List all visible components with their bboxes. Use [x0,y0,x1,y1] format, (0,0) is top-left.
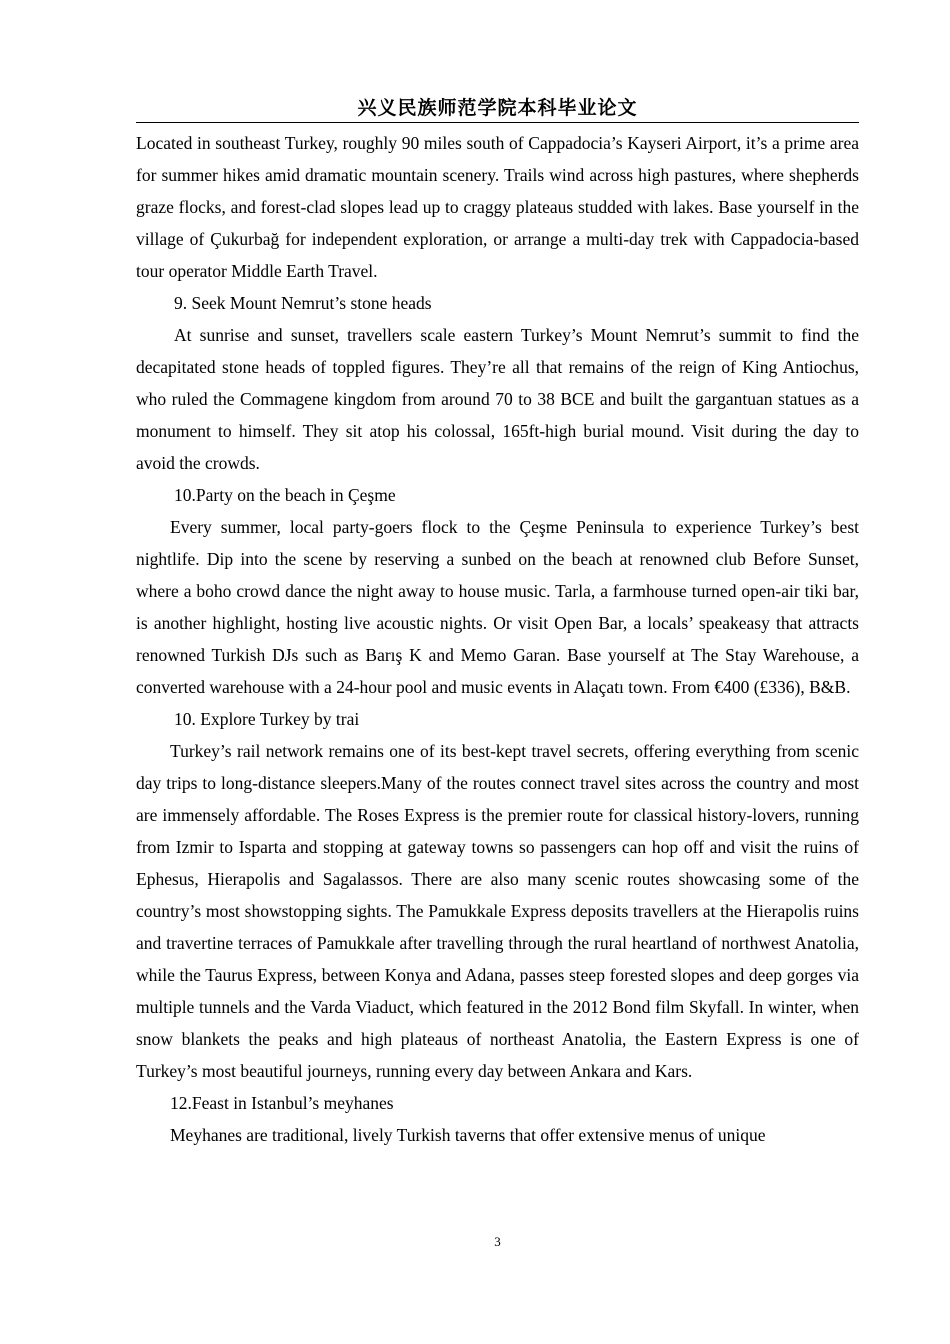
section-heading-mount-nemrut: 9. Seek Mount Nemrut’s stone heads [174,293,432,313]
section-heading-turkey-by-train: 10. Explore Turkey by trai [174,709,360,729]
header-divider [136,122,859,123]
paragraph-turkey-by-train: Turkey’s rail network remains one of its best-kept travel secrets, offering everything from scenic day trips to long-distance sleepers.Many of the routes connect travel sites across the country and most are immensely affordable. The Roses Express is the premier route for classical history-lovers, running from Izmir to Isparta and stopping at gateway towns so passengers can hop off and visit the ruins of Ephesus, Hierapolis and Sagalassos. There are also many scenic routes showcasing some of the country’s most showstopping sights. The Pamukkale Express deposits travellers at the Hierapolis ruins and travertine terraces of Pamukkale after travelling through the rural heartland of northwest Anatolia, while the Taurus Express, between Konya and Adana, passes steep forested slopes and deep gorges via multiple tunnels and the Varda Viaduct, which featured in the 2012 Bond film Skyfall. In winter, when snow blankets the peaks and high plateaus of northeast Anatolia, the Eastern Express is one of Turkey’s most beautiful journeys, running every day between Ankara and Kars. [136,741,859,1081]
paragraph-cesme-beach: Every summer, local party-goers flock to the Çeşme Peninsula to experience Turkey’s best nightlife. Dip into the scene by reserving a sunbed on the beach at renowned club Before Sunset, where a boho crowd dance the night away to house music. Tarla, a farmhouse turned open-air tiki bar, is another highlight, hosting live acoustic nights. Or visit Open Bar, a locals’ speakeasy that attracts renowned Turkish DJs such as Barış K and Memo Garan. Base yourself at The Stay Warehouse, a converted warehouse with a 24-hour pool and music events in Alaçatı town. From €400 (£336), B&B. [136,517,859,697]
section-heading-istanbul-meyhanes: 12.Feast in Istanbul’s meyhanes [170,1093,394,1113]
paragraph-istanbul-meyhanes: Meyhanes are traditional, lively Turkish taverns that offer extensive menus of unique [170,1125,766,1145]
body-text [136,127,859,1151]
page-number: 3 [494,1234,501,1249]
page-header-title: 兴义民族师范学院本科毕业论文 [357,97,638,119]
paragraph-intro: Located in southeast Turkey, roughly 90 miles south of Cappadocia’s Kayseri Airport, it’s a prime area for summer hikes amid dramatic mountain scenery. Trails wind across high pastures, where shepherds graze flocks, and forest-clad slopes lead up to craggy plateaus studded with lakes. Base yourself in the village of Çukurbağ for independent exploration, or arrange a multi-day trek with Cappadocia-based tour operator Middle Earth Travel. [136,133,859,281]
paragraph-mount-nemrut: At sunrise and sunset, travellers scale eastern Turkey’s Mount Nemrut’s summit to find the decapitated stone heads of toppled figures. They’re all that remains of the reign of King Antiochus, who ruled the Commagene kingdom from around 70 to 38 BCE and built the gargantuan statues as a monument to himself. They sit atop his colossal, 165ft-high burial mound. Visit during the day to avoid the crowds. [136,325,859,473]
section-heading-cesme-beach: 10.Party on the beach in Çeşme [174,485,396,505]
